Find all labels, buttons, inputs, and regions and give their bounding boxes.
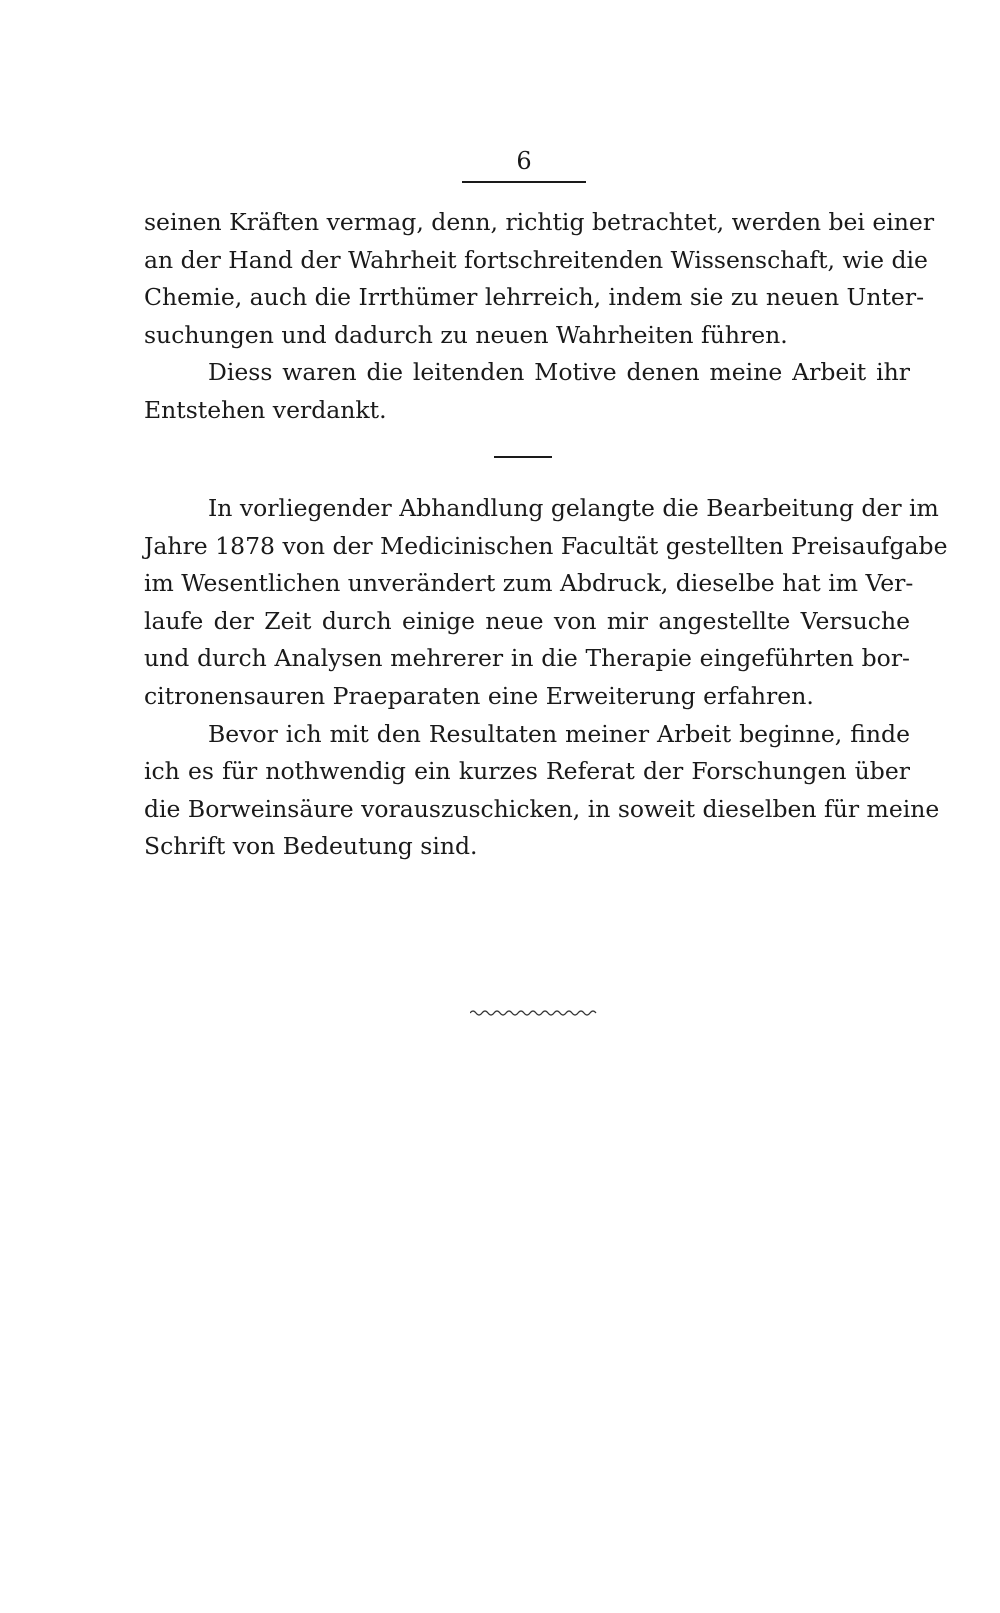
- text-line: citronensauren Praeparaten eine Erweiterung erfahren.: [144, 681, 814, 710]
- paragraph: [144, 490, 948, 716]
- text-line: Jahre 1878 von der Medicinischen Facultät gestellten Preisaufgabe: [144, 531, 948, 560]
- paragraph: [144, 204, 935, 354]
- text-line: die Borweinsäure vorauszuschicken, in soweit dieselben für meine: [144, 794, 940, 823]
- text-line: im Wesentlichen unverändert zum Abdruck, dieselbe hat im Ver-: [144, 569, 914, 598]
- text-line: Diess waren die leitenden Motive denen meine Arbeit ihr: [208, 358, 910, 387]
- text-line: ich es für nothwendig ein kurzes Referat der Forschungen über: [144, 757, 910, 786]
- text-line: Schrift von Bedeutung sind.: [144, 832, 478, 861]
- page-number-rule: [462, 181, 586, 183]
- paragraph: [144, 354, 910, 429]
- text-line: Chemie, auch die Irrthümer lehrreich, indem sie zu neuen Unter-: [144, 283, 925, 312]
- text-block-lower: [144, 490, 948, 866]
- wavy-ornament: [470, 1008, 600, 1018]
- paragraph: [144, 716, 940, 866]
- page-number: 6: [516, 147, 532, 175]
- text-line: laufe der Zeit durch einige neue von mir angestellte Versuche: [144, 606, 910, 635]
- text-line: suchungen und dadurch zu neuen Wahrheiten führen.: [144, 320, 788, 349]
- text-line: Bevor ich mit den Resultaten meiner Arbeit beginne, finde: [208, 719, 910, 748]
- text-line: seinen Kräften vermag, denn, richtig betrachtet, werden bei einer: [144, 208, 935, 236]
- text-line: In vorliegender Abhandlung gelangte die Bearbeitung der im: [208, 494, 939, 522]
- text-line: und durch Analysen mehrerer in die Therapie eingeführten bor-: [144, 644, 910, 673]
- text-block-upper: [144, 204, 935, 430]
- text-line: an der Hand der Wahrheit fortschreitenden Wissenschaft, wie die: [144, 245, 928, 274]
- text-line: Entstehen verdankt.: [144, 395, 387, 424]
- section-divider: [494, 456, 552, 458]
